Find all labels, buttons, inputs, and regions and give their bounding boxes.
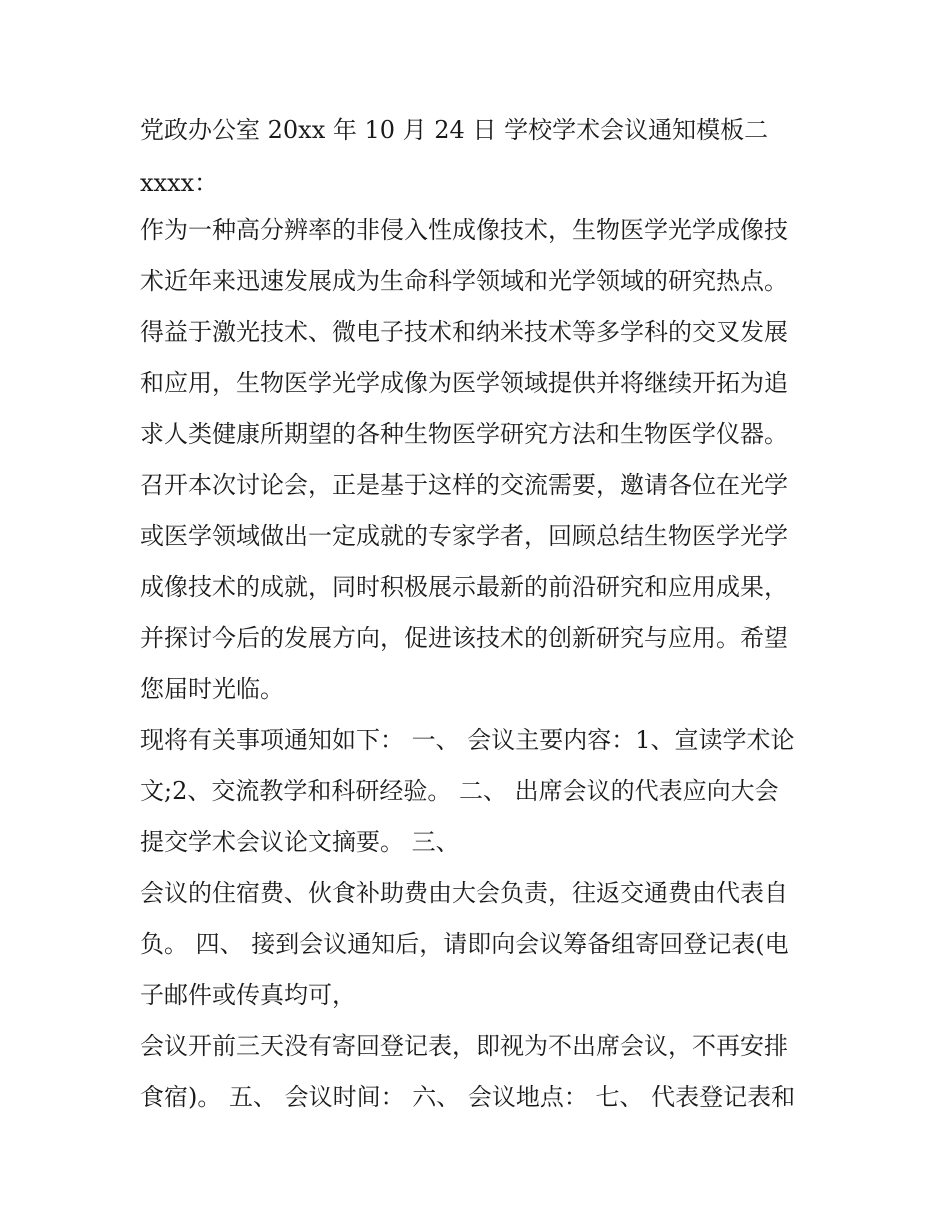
- notice-item-line: 现将有关事项通知如下： 一、 会议主要内容：1、宣读学术论: [140, 726, 795, 754]
- notice-item-line: 提交学术会议论文摘要。 三、: [140, 828, 460, 856]
- body-line: 求人类健康所期望的各种生物医学研究方法和生物医学仪器。: [140, 420, 788, 448]
- notice-item-line: 子邮件或传真均可，: [140, 981, 356, 1009]
- notice-item-line: 负。 四、 接到会议通知后，请即向会议筹备组寄回登记表(电: [140, 930, 789, 958]
- body-line: 术近年来迅速发展成为生命科学领域和光学领域的研究热点。: [140, 267, 788, 295]
- salutation: xxxx：: [140, 169, 219, 197]
- body-line: 您届时光临。: [140, 675, 284, 703]
- notice-item-line: 文;2、交流教学和科研经验。 二、 出席会议的代表应向大会: [140, 777, 779, 805]
- body-line: 或医学领域做出一定成就的专家学者，回顾总结生物医学光学: [140, 522, 788, 550]
- body-line: 召开本次讨论会，正是基于这样的交流需要，邀请各位在光学: [140, 471, 788, 499]
- body-line: 并探讨今后的发展方向，促进该技术的创新研究与应用。希望: [140, 624, 788, 652]
- body-line: 作为一种高分辨率的非侵入性成像技术，生物医学光学成像技: [140, 216, 788, 244]
- notice-item-line: 会议开前三天没有寄回登记表，即视为不出席会议，不再安排: [140, 1032, 788, 1060]
- notice-item-line: 食宿)。 五、 会议时间： 六、 会议地点： 七、 代表登记表和: [140, 1083, 796, 1111]
- body-line: 得益于激光技术、微电子技术和纳米技术等多学科的交叉发展: [140, 318, 788, 346]
- body-line: 成像技术的成就，同时积极展示最新的前沿研究和应用成果，: [140, 573, 788, 601]
- notice-item-line: 会议的住宿费、伙食补助费由大会负责，往返交通费由代表自: [140, 879, 788, 907]
- document-heading: 党政办公室 20xx 年 10 月 24 日 学校学术会议通知模板二: [140, 116, 769, 144]
- body-line: 和应用，生物医学光学成像为医学领域提供并将继续开拓为追: [140, 369, 788, 397]
